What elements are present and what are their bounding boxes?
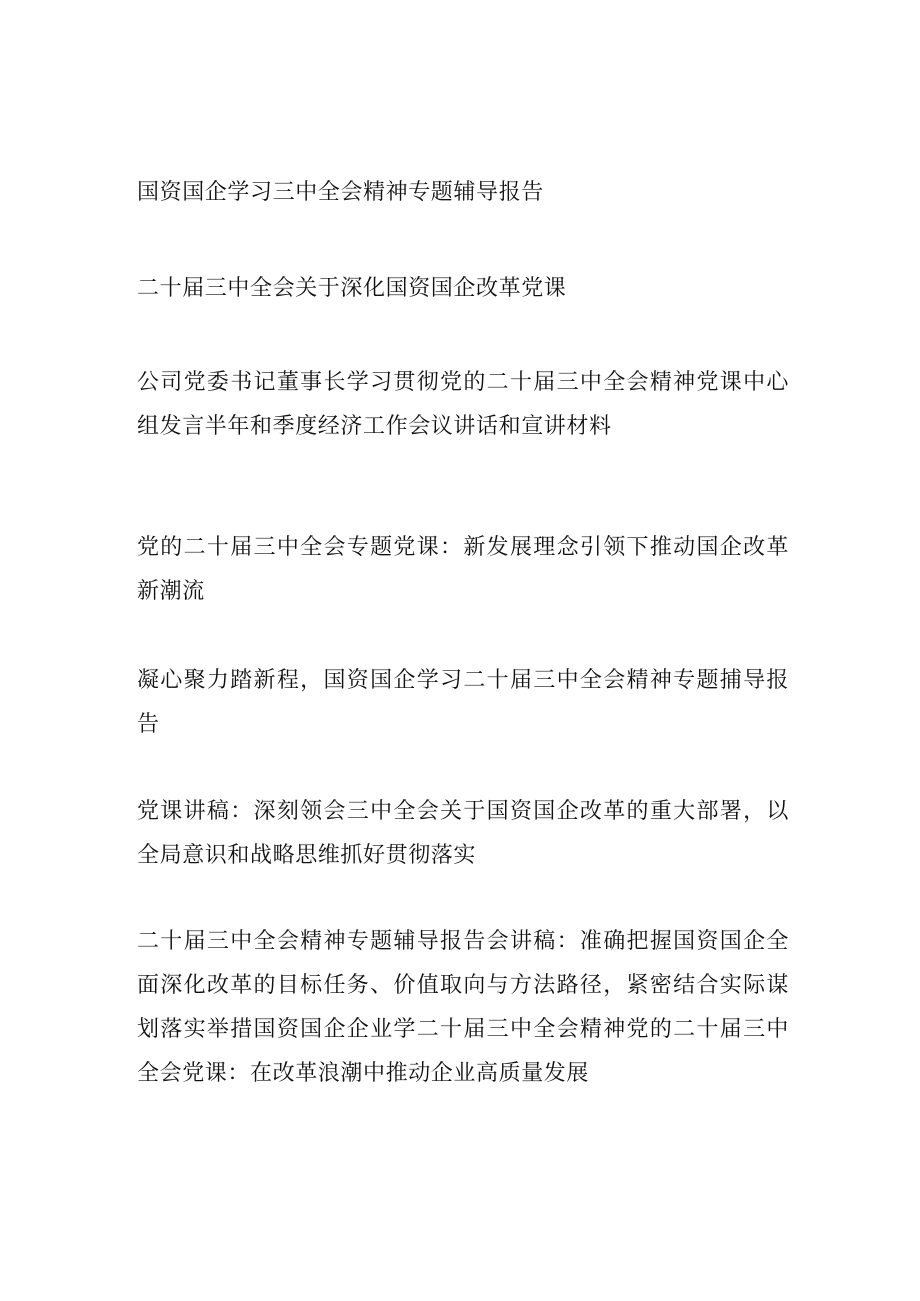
- document-entry: 凝心聚力踏新程，国资国企学习二十届三中全会精神专题捕导报告: [137, 668, 789, 737]
- document-entry: 党课讲稿：深刻领会三中全会关于国资国企改革的重大部署，以全局意识和战略思维抓好贯彻落实: [137, 799, 789, 868]
- document-entry: 党的二十届三中全会专题党课：新发展理念引领下推动国企改革新潮流: [137, 535, 789, 604]
- document-entry: 二十届三中全会精神专题辅导报告会讲稿：准确把握国资国企全面深化改革的目标任务、价值取向与方法路径，紧密结合实际谋划落实举措国资国企企业学二十届三中全会精神党的二十届三中全会党课：在改革浪潮中推动企业高质量发展: [137, 929, 789, 1086]
- document-entry: 国资国企学习三中全会精神专题辅导报告: [137, 180, 544, 205]
- document-entry: 二十届三中全会关于深化国资国企改革党课: [137, 276, 567, 301]
- document-entry: 公司党委书记董事长学习贯彻党的二十届三中全会精神党课中心组发言半年和季度经济工作会议讲话和宣讲材料: [137, 370, 789, 439]
